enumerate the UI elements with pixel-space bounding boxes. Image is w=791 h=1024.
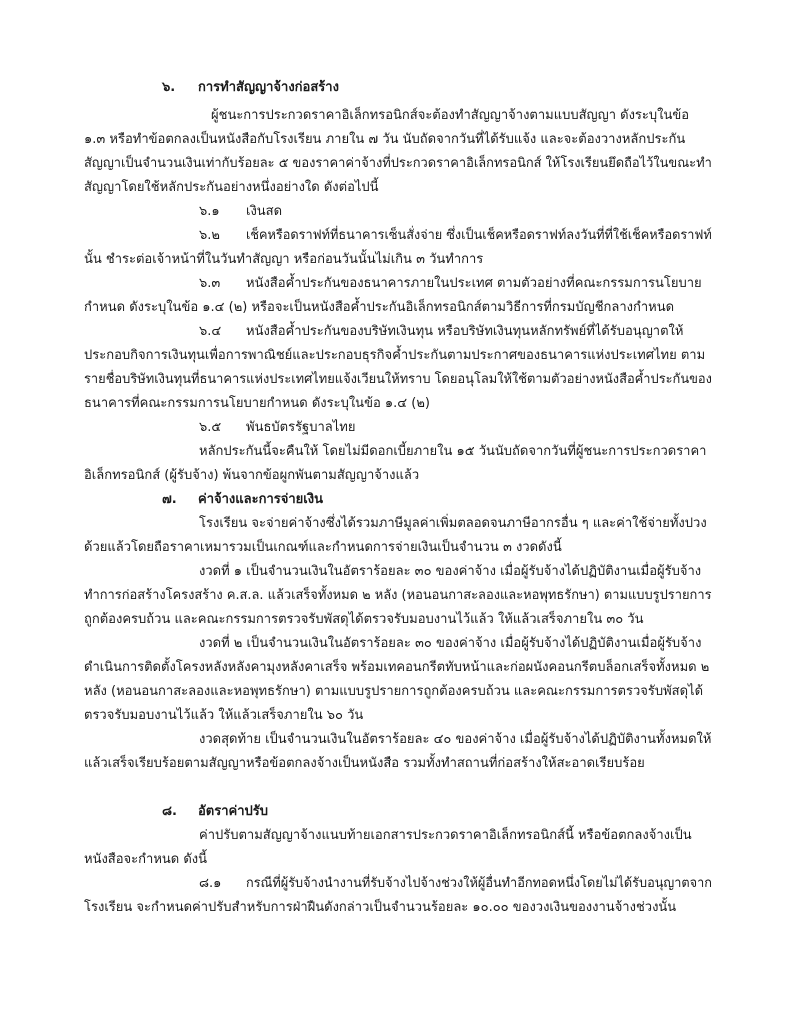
- installment-2-line: งวดที่ ๒ เป็นจำนวนเงินในอัตราร้อยละ ๓๐ ของค่าจ้าง เมื่อผู้รับจ้างได้ปฏิบัติงานเมื่อผู้รับจ้าง: [199, 636, 702, 651]
- section-6-closing-line: หลักประกันนี้จะคืนให้ โดยไม่มีดอกเบี้ยภายใน ๑๕ วันนับถัดจากวันที่ผู้ชนะการประกวดราคา: [199, 444, 707, 459]
- section-6-intro-line: สัญญาโดยใช้หลักประกันอย่างหนึ่งอย่างใด ดังต่อไปนี้: [84, 180, 379, 195]
- section-6-title: การทำสัญญาจ้างก่อสร้าง: [198, 80, 339, 95]
- section-6-intro-line: สัญญาเป็นจำนวนเงินเท่ากับร้อยละ ๕ ของราคาค่าจ้างที่ประกวดราคาอิเล็กทรอนิกส์ ให้โรงเรียนยึดถือไว้ในขณะทำ: [84, 156, 712, 171]
- installment-final-line: แล้วเสร็จเรียบร้อยตามสัญญาหรือข้อตกลงจ้างเป็นหนังสือ รวมทั้งทำสถานที่ก่อสร้างให้สะอาดเรียบร้อย: [84, 756, 645, 771]
- item-8-1-text: กรณีที่ผู้รับจ้างนำงานที่รับจ้างไปจ้างช่วงให้ผู้อื่นทำอีกทอดหนึ่งโดยไม่ได้รับอนุญาตจาก: [246, 876, 712, 891]
- item-6-1-text: เงินสด: [246, 204, 283, 219]
- section-8-intro-line: หนังสือจะกำหนด ดังนี้: [84, 852, 208, 867]
- item-6-2-number: ๖.๒: [199, 228, 220, 243]
- item-6-4-text: ประกอบกิจการเงินทุนเพื่อการพาณิชย์และประกอบธุรกิจค้ำประกันตามประกาศของธนาคารแห่งประเทศไทย ตาม: [84, 348, 706, 363]
- item-6-3-text: หนังสือค้ำประกันของธนาคารภายในประเทศ ตามตัวอย่างที่คณะกรรมการนโยบาย: [246, 276, 702, 291]
- item-8-1-number: ๘.๑: [199, 876, 222, 891]
- item-6-3-number: ๖.๓: [199, 276, 221, 291]
- installment-2-line: ดำเนินการติดตั้งโครงหลังหลังคามุงหลังคาเสร็จ พร้อมเทคอนกรีตทับหน้าและก่อผนังคอนกรีตบล็อกเสร็จทั้งหมด ๒: [84, 660, 710, 675]
- section-6-intro-line: ผู้ชนะการประกวดราคาอิเล็กทรอนิกส์จะต้องทำสัญญาจ้างตามแบบสัญญา ดังระบุในข้อ: [211, 108, 690, 123]
- section-6-closing-line: อิเล็กทรอนิกส์ (ผู้รับจ้าง) พ้นจากข้อผูกพันตามสัญญาจ้างแล้ว: [84, 468, 420, 483]
- installment-final-line: งวดสุดท้าย เป็นจำนวนเงินในอัตราร้อยละ ๔๐ ของค่าจ้าง เมื่อผู้รับจ้างได้ปฏิบัติงานทั้งหมดให้: [199, 732, 712, 747]
- section-7-number: ๗.: [162, 492, 177, 507]
- item-6-4-text: หนังสือค้ำประกันของบริษัทเงินทุน หรือบริษัทเงินทุนหลักทรัพย์ที่ได้รับอนุญาตให้: [246, 324, 684, 339]
- section-8-title: อัตราค่าปรับ: [198, 804, 269, 819]
- item-6-2-text: นั้น ชำระต่อเจ้าหน้าที่ในวันทำสัญญา หรือก่อนวันนั้นไม่เกิน ๓ วันทำการ: [84, 252, 484, 267]
- item-6-5-number: ๖.๕: [199, 420, 222, 435]
- item-6-1-number: ๖.๑: [199, 204, 220, 219]
- section-6-number: ๖.: [162, 80, 176, 95]
- section-7-intro-line: ด้วยแล้วโดยถือราคาเหมารวมเป็นเกณฑ์และกำหนดการจ่ายเงินเป็นจำนวน ๓ งวดดังนี้: [84, 540, 562, 555]
- item-6-4-number: ๖.๔: [199, 324, 222, 339]
- installment-1-line: ทำการก่อสร้างโครงสร้าง ค.ส.ล. แล้วเสร็จทั้งหมด ๒ หลัง (หอนอนกาสะลองและหอพุทธรักษา) ตามแบบรูปรายการ: [84, 588, 712, 603]
- section-7-intro-line: โรงเรียน จะจ่ายค่าจ้างซึ่งได้รวมภาษีมูลค่าเพิ่มตลอดจนภาษีอากรอื่น ๆ และค่าใช้จ่ายทั้งปวง: [199, 516, 707, 531]
- item-8-1-text: โรงเรียน จะกำหนดค่าปรับสำหรับการฝ่าฝืนดังกล่าวเป็นจำนวนร้อยละ ๑๐.๐๐ ของวงเงินของงานจ้างช่วงนั้น: [84, 900, 677, 915]
- section-8-number: ๘.: [162, 804, 177, 819]
- item-6-4-text: ธนาคารที่คณะกรรมการนโยบายกำหนด ดังระบุในข้อ ๑.๔ (๒): [84, 396, 430, 411]
- item-6-4-text: รายชื่อบริษัทเงินทุนที่ธนาคารแห่งประเทศไทยแจ้งเวียนให้ทราบ โดยอนุโลมให้ใช้ตามตัวอย่างหนังสือค้ำประกันของ: [84, 372, 712, 387]
- installment-1-line: งวดที่ ๑ เป็นจำนวนเงินในอัตราร้อยละ ๓๐ ของค่าจ้าง เมื่อผู้รับจ้างได้ปฏิบัติงานเมื่อผู้รับจ้าง: [199, 564, 702, 579]
- installment-1-line: ถูกต้องครบถ้วน และคณะกรรมการตรวจรับพัสดุได้ตรวจรับมอบงานไว้แล้ว ให้แล้วเสร็จภายใน ๓๐ วัน: [84, 612, 644, 627]
- installment-2-line: หลัง (หอนอนกาสะลองและหอพุทธรักษา) ตามแบบรูปรายการถูกต้องครบถ้วน และคณะกรรมการตรวจรับพัสดุได้: [84, 684, 704, 699]
- installment-2-line: ตรวจรับมอบงานไว้แล้ว ให้แล้วเสร็จภายใน ๖๐ วัน: [84, 708, 364, 723]
- item-6-2-text: เช็คหรือดราฟท์ที่ธนาคารเซ็นสั่งจ่าย ซึ่งเป็นเช็คหรือดราฟท์ลงวันที่ที่ใช้เช็คหรือดราฟท์: [246, 228, 712, 243]
- section-7-title: ค่าจ้างและการจ่ายเงิน: [198, 492, 323, 507]
- section-6-intro-line: ๑.๓ หรือทำข้อตกลงเป็นหนังสือกับโรงเรียน ภายใน ๗ วัน นับถัดจากวันที่ได้รับแจ้ง และจะต้องวางหลักประกัน: [84, 132, 686, 147]
- section-8-intro-line: ค่าปรับตามสัญญาจ้างแนบท้ายเอกสารประกวดราคาอิเล็กทรอนิกส์นี้ หรือข้อตกลงจ้างเป็น: [199, 828, 692, 843]
- item-6-3-text: กำหนด ดังระบุในข้อ ๑.๔ (๒) หรือจะเป็นหนังสือค้ำประกันอิเล็กทรอนิกส์ตามวิธีการที่กรมบัญชีกลางกำหนด: [84, 300, 675, 315]
- item-6-5-text: พันธบัตรรัฐบาลไทย: [246, 420, 356, 435]
